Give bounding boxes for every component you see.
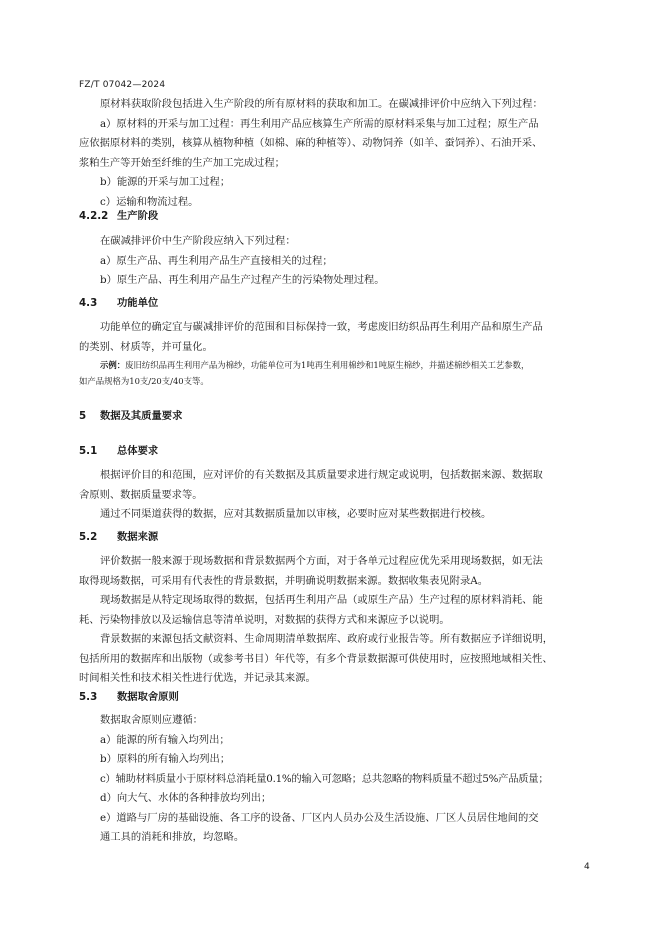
list-item: b）原料的所有输入均列出； [100, 753, 231, 765]
section-5-3-body [79, 711, 601, 848]
paragraph: 在碳减排评价中生产阶段应纳入下列过程： [100, 235, 296, 247]
section-5-1-body [79, 466, 601, 525]
section-4-2-1-body [79, 95, 601, 212]
paragraph-continuation: 舍原则、数据质量要求等。 [79, 488, 203, 501]
section-4-3-body [79, 318, 601, 389]
list-item: c）辅助材料质量小于原材料总消耗量0.1%的输入可忽略；总共忽略的物料质量不超过5%产品质量； [100, 772, 549, 785]
list-item: a）原材料的开采与加工过程：再生利用产品应核算生产所需的原材料采集与加工过程；原生产品 [100, 117, 539, 130]
section-5-1-heading [79, 442, 601, 457]
paragraph: 功能单位的确定宜与碳减排评价的范围和目标保持一致，考虑废旧纺织品再生利用产品和原生产品 [100, 321, 543, 333]
section-number: 4.2.2 [79, 210, 109, 222]
list-item: b）原生产品、再生利用产品生产过程产生的污染物处理过程。 [100, 274, 385, 286]
paragraph-continuation: 的类别、材质等，并可量化。 [79, 340, 213, 353]
paragraph: 数据取舍原则应遵循： [100, 714, 203, 726]
paragraph: 背景数据的来源包括文献资料、生命周期清单数据库、政府或行业报告等。所有数据应予详细说明， [100, 633, 554, 645]
section-title: 数据取舍原则 [117, 691, 179, 703]
paragraph-continuation: 取得现场数据，可采用有代表性的背景数据，并明确说明数据来源。数据收集表见附录A。 [79, 574, 489, 587]
section-5-2-body [79, 552, 601, 689]
list-item: e）道路与厂房的基础设施、各工序的设备、厂区内人员办公及生活设施、厂区人员居住地间的交 [100, 811, 539, 824]
section-number: 5.2 [79, 531, 98, 543]
section-4-3-heading [79, 294, 601, 309]
list-item: c）运输和物流过程。 [100, 195, 199, 208]
paragraph: 通过不同渠道获得的数据，应对其数据质量加以审核，必要时应对某些数据进行校核。 [100, 508, 492, 520]
example-note [79, 357, 601, 373]
list-item: a）原生产品、再生利用产品生产直接相关的过程； [100, 254, 333, 267]
section-title: 数据来源 [117, 531, 159, 543]
list-item-continuation: 浆粕生产等开始至纤维的生产加工完成过程； [79, 156, 285, 169]
paragraph-continuation: 耗、污染物排放以及运输信息等清单说明，对数据的获得方式和来源应予以说明。 [79, 613, 450, 626]
paragraph-continuation: 包括所用的数据库和出版物（或参考书目）年代等，有多个背景数据源可供使用时，应按照地域相关性、 [79, 652, 553, 665]
page-number: 4 [584, 862, 590, 872]
example-label: 示例： [100, 360, 126, 370]
section-number: 4.3 [79, 297, 98, 309]
chapter-number: 5 [79, 410, 87, 422]
chapter-5-heading [79, 407, 601, 422]
document-id: FZ/T 07042—2024 [79, 80, 166, 90]
section-4-2-2-body [79, 232, 601, 291]
paragraph-continuation: 时间相关性和技术相关性进行优选，并记录其来源。 [79, 672, 316, 684]
section-number: 5.3 [79, 691, 98, 703]
section-title: 总体要求 [117, 445, 159, 457]
list-item-continuation: 通工具的消耗和排放，均忽略。 [100, 831, 245, 843]
section-title: 功能单位 [117, 297, 159, 309]
paragraph: 现场数据是从特定现场取得的数据，包括再生利用产品（或原生产品）生产过程的原材料消耗、能 [100, 594, 543, 606]
section-5-3-heading [79, 688, 601, 703]
section-5-2-heading [79, 528, 601, 543]
example-note-continuation: 如产品规格为10支/20支/40支等。 [79, 376, 209, 386]
section-number: 5.1 [79, 445, 98, 457]
section-4-2-2-heading [79, 207, 601, 222]
paragraph: 评价数据一般来源于现场数据和背景数据两个方面，对于各单元过程应优先采用现场数据，如无法 [100, 555, 543, 567]
section-title: 生产阶段 [117, 210, 159, 222]
example-text: 废旧纺织品再生利用产品为棉纱，功能单位可为1吨再生利用棉纱和1吨原生棉纱，并描述棉纱相关工艺参数， [125, 360, 530, 370]
list-item: d）向大气、水体的各种排放均列出； [100, 792, 272, 804]
list-item: a）能源的所有输入均列出； [100, 733, 230, 746]
paragraph: 原材料获取阶段包括进入生产阶段的所有原材料的获取和加工。在碳减排评价中应纳入下列过程： [100, 98, 543, 110]
chapter-title: 数据及其质量要求 [100, 410, 183, 422]
list-item: b）能源的开采与加工过程； [100, 176, 231, 188]
paragraph: 根据评价目的和范围，应对评价的有关数据及其质量要求进行规定或说明，包括数据来源、数据取 [100, 469, 543, 481]
list-item-continuation: 应依据原材料的类别，核算从植物种植（如棉、麻的种植等）、动物饲养（如羊、蚕饲养）、石油开采、 [79, 137, 543, 149]
